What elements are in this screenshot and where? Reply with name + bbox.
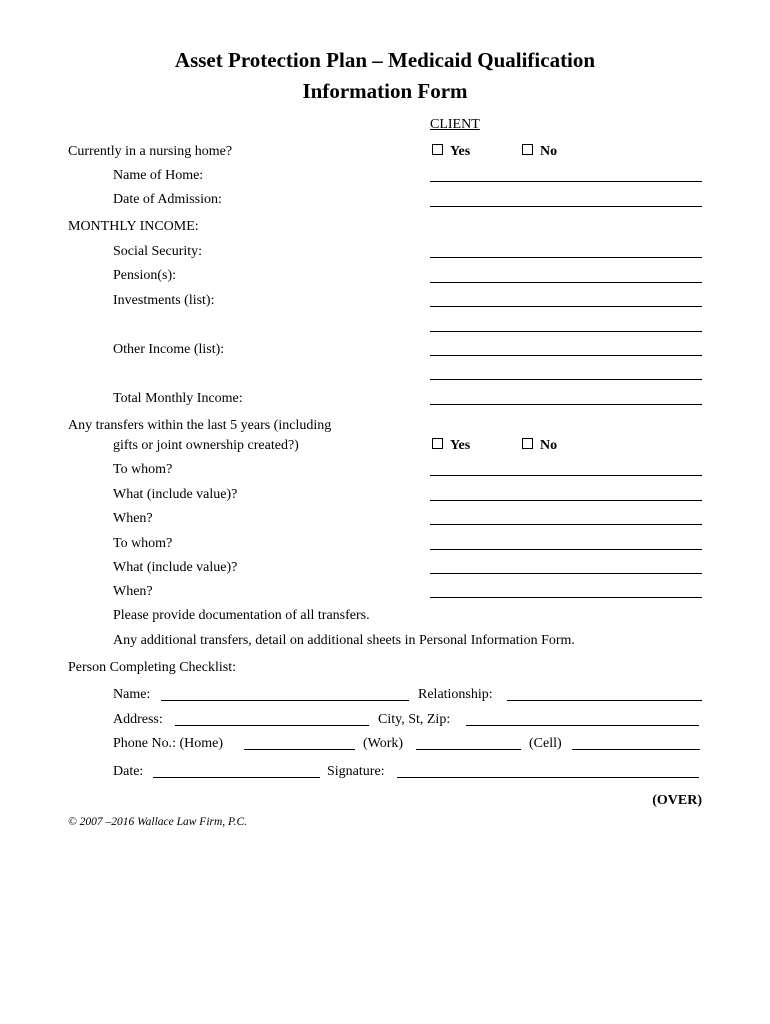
total-monthly-income-field[interactable] (430, 404, 702, 405)
what-field-1[interactable] (430, 500, 702, 501)
relationship-field[interactable] (507, 700, 702, 701)
pensions-label: Pension(s): (113, 268, 176, 283)
to-whom-label-2: To whom? (113, 536, 173, 551)
nursing-home-question: Currently in a nursing home? (68, 144, 233, 159)
transfers-yes-checkbox[interactable] (432, 438, 443, 449)
date-field[interactable] (153, 777, 320, 778)
city-st-zip-label: City, St, Zip: (378, 712, 451, 727)
address-label: Address: (113, 712, 163, 727)
other-income-field-1[interactable] (430, 355, 702, 356)
additional-transfers-note: Any additional transfers, detail on additional sheets in Personal Information Form. (113, 633, 575, 648)
nursing-yes-checkbox[interactable] (432, 144, 443, 155)
when-label-2: When? (113, 584, 153, 599)
client-column-header: CLIENT (430, 117, 480, 132)
transfers-no-checkbox[interactable] (522, 438, 533, 449)
when-field-1[interactable] (430, 524, 702, 525)
date-of-admission-label: Date of Admission: (113, 192, 222, 207)
when-label-1: When? (113, 511, 153, 526)
phone-home-field[interactable] (244, 749, 355, 750)
transfers-question-line2: gifts or joint ownership created?) (113, 438, 299, 453)
to-whom-field-1[interactable] (430, 475, 702, 476)
other-income-field-2[interactable] (430, 379, 702, 380)
phone-cell-field[interactable] (572, 749, 700, 750)
phone-work-field[interactable] (416, 749, 521, 750)
phone-work-label: (Work) (363, 736, 404, 751)
when-field-2[interactable] (430, 597, 702, 598)
nursing-no-checkbox[interactable] (522, 144, 533, 155)
phone-cell-label: (Cell) (529, 736, 562, 751)
form-title-line2: Information Form (302, 79, 468, 103)
person-name-field[interactable] (161, 700, 409, 701)
investments-label: Investments (list): (113, 293, 215, 308)
transfers-yes-option[interactable] (432, 438, 470, 454)
signature-label: Signature: (327, 764, 385, 779)
total-monthly-income-label: Total Monthly Income: (113, 391, 243, 406)
investments-field-2[interactable] (430, 331, 702, 332)
nursing-yes-label: Yes (450, 144, 471, 159)
date-of-admission-field[interactable] (430, 206, 702, 207)
transfers-no-label: No (540, 438, 558, 453)
to-whom-label-1: To whom? (113, 462, 173, 477)
person-name-label: Name: (113, 687, 151, 702)
date-label: Date: (113, 764, 144, 779)
phone-home-label: Phone No.: (Home) (113, 736, 224, 751)
name-of-home-field[interactable] (430, 181, 702, 182)
social-security-label: Social Security: (113, 244, 203, 259)
what-label-1: What (include value)? (113, 487, 238, 502)
nursing-yes-option[interactable] (432, 144, 470, 160)
nursing-no-option[interactable] (522, 144, 557, 160)
transfers-question-line1: Any transfers within the last 5 years (including (68, 418, 332, 433)
what-field-2[interactable] (430, 573, 702, 574)
person-completing-heading: Person Completing Checklist: (68, 660, 236, 675)
to-whom-field-2[interactable] (430, 549, 702, 550)
over-indicator: (OVER) (652, 793, 702, 808)
documentation-note: Please provide documentation of all transfers. (113, 608, 370, 623)
name-of-home-label: Name of Home: (113, 168, 204, 183)
copyright-notice: © 2007 –2016 Wallace Law Firm, P.C. (68, 816, 248, 828)
what-label-2: What (include value)? (113, 560, 238, 575)
transfers-yes-label: Yes (450, 438, 471, 453)
nursing-no-label: No (540, 144, 558, 159)
other-income-label: Other Income (list): (113, 342, 225, 357)
city-st-zip-field[interactable] (466, 725, 699, 726)
form-title-line1: Asset Protection Plan – Medicaid Qualification (174, 48, 596, 72)
signature-field[interactable] (397, 777, 699, 778)
investments-field-1[interactable] (430, 306, 702, 307)
relationship-label: Relationship: (418, 687, 493, 702)
address-field[interactable] (175, 725, 369, 726)
monthly-income-heading: MONTHLY INCOME: (68, 219, 199, 234)
transfers-no-option[interactable] (522, 438, 557, 454)
social-security-field[interactable] (430, 257, 702, 258)
pensions-field[interactable] (430, 282, 702, 283)
